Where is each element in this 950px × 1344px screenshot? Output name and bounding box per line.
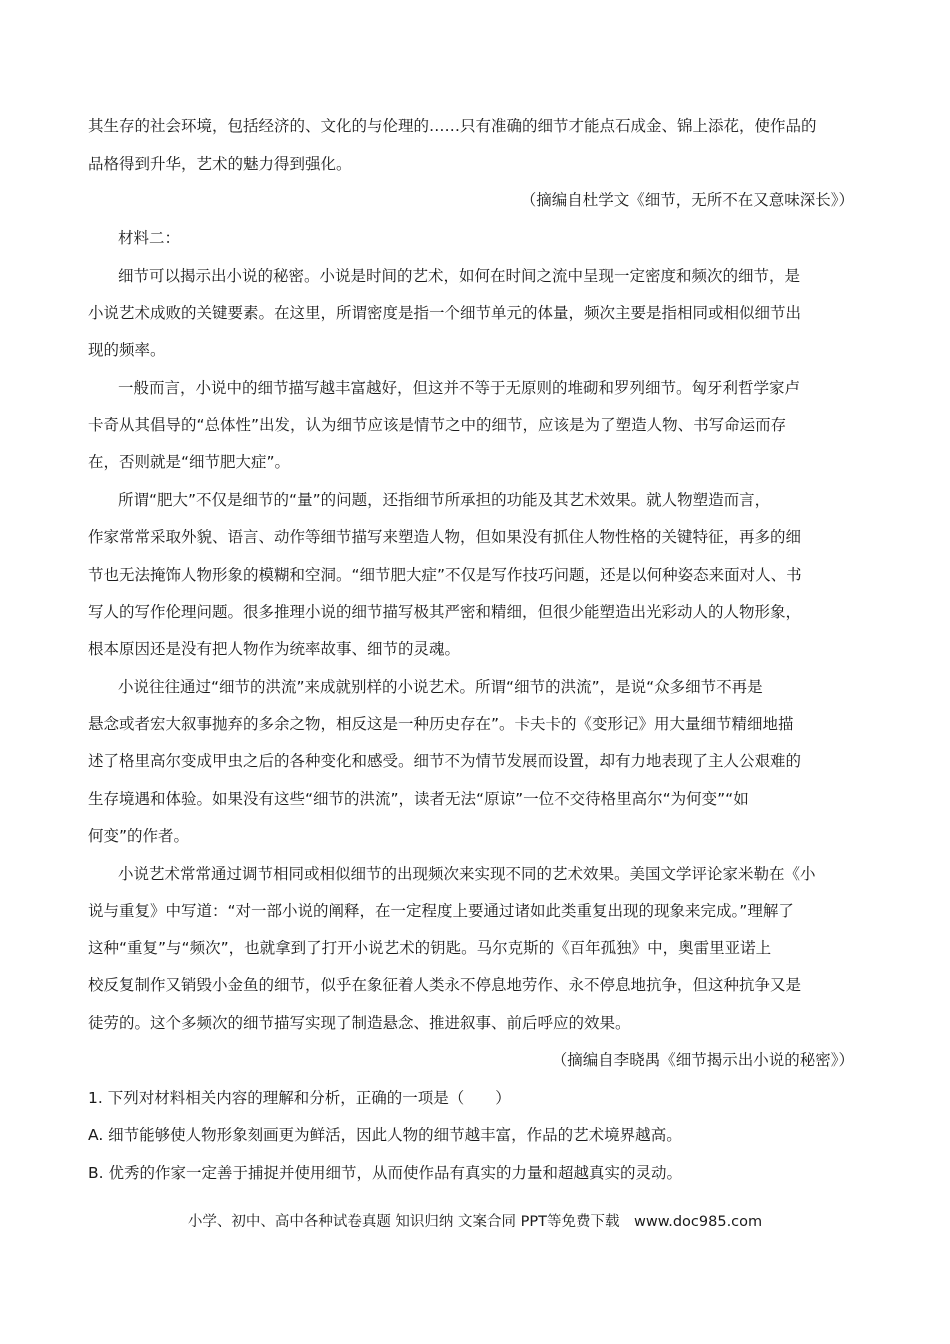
text-line: 品格得到升华，艺术的魅力得到强化。	[88, 155, 352, 173]
text-line: 根本原因还是没有把人物作为统率故事、细节的灵魂。	[88, 640, 461, 658]
text-line: 作家常常采取外貌、语言、动作等细节描写来塑造人物，但如果没有抓住人物性格的关键特征，再多的细	[88, 528, 802, 546]
question-stem: 1. 下列对材料相关内容的理解和分析，正确的一项是（ ）	[88, 1089, 511, 1107]
text-line: 写人的写作伦理问题。很多推理小说的细节描写极其严密和精细，但很少能塑造出光彩动人的人物形象，	[88, 603, 802, 621]
text-line: 在，否则就是“细节肥大症”。	[88, 453, 291, 471]
text-line: 这种“重复”与“频次”，也就拿到了打开小说艺术的钥匙。马尔克斯的《百年孤独》中，奥雷里亚诺上	[88, 939, 772, 957]
text-line: 生存境遇和体验。如果没有这些“细节的洪流”，读者无法“原谅”一位不交待格里高尔“为何变”“如	[88, 790, 749, 808]
source-citation: （摘编自李晓禺《细节揭示出小说的秘密》）	[551, 1051, 854, 1069]
text-line: 所谓“肥大”不仅是细节的“量”的问题，还指细节所承担的功能及其艺术效果。就人物塑造而言，	[118, 491, 771, 509]
answer-option-a: A. 细节能够使人物形象刻画更为鲜活，因此人物的细节越丰富，作品的艺术境界越高。	[88, 1126, 682, 1144]
text-line: 小说艺术常常通过调节相同或相似细节的出现频次来实现不同的艺术效果。美国文学评论家米勒在《小	[118, 865, 816, 883]
text-line: 述了格里高尔变成甲虫之后的各种变化和感受。细节不为情节发展而设置，却有力地表现了主人公艰难的	[88, 752, 802, 770]
text-line: 小说往往通过“细节的洪流”来成就别样的小说艺术。所谓“细节的洪流”，是说“众多细节不再是	[118, 678, 763, 696]
text-line: 小说艺术成败的关键要素。在这里，所谓密度是指一个细节单元的体量，频次主要是指相同或相似细节出	[88, 304, 802, 322]
section-heading: 材料二：	[118, 229, 181, 247]
text-line: 徒劳的。这个多频次的细节描写实现了制造悬念、推进叙事、前后呼应的效果。	[88, 1014, 631, 1032]
text-line: 说与重复》中写道：“对一部小说的阐释，在一定程度上要通过诸如此类重复出现的现象来完成。”理解了	[88, 902, 794, 920]
text-line: 一般而言，小说中的细节描写越丰富越好，但这并不等于无原则的堆砌和罗列细节。匈牙利哲学家卢	[118, 379, 801, 397]
source-citation: （摘编自杜学文《细节，无所不在又意味深长》）	[520, 191, 854, 209]
text-line: 节也无法掩饰人物形象的模糊和空洞。“细节肥大症”不仅是写作技巧问题，还是以何种姿态来面对人、书	[88, 566, 802, 584]
text-line: 其生存的社会环境，包括经济的、文化的与伦理的……只有准确的细节才能点石成金、锦上添花，使作品的	[88, 117, 817, 135]
text-line: 细节可以揭示出小说的秘密。小说是时间的艺术，如何在时间之流中呈现一定密度和频次的细节，是	[118, 267, 801, 285]
page-footer: 小学、初中、高中各种试卷真题 知识归纳 文案合同 PPT等免费下载 www.doc985.com	[187, 1214, 763, 1230]
text-line: 现的频率。	[88, 341, 166, 359]
text-line: 校反复制作又销毁小金鱼的细节，似乎在象征着人类永不停息地劳作、永不停息地抗争，但这种抗争又是	[88, 976, 802, 994]
text-line: 何变”的作者。	[88, 827, 190, 845]
answer-option-b: B. 优秀的作家一定善于捕捉并使用细节，从而使作品有真实的力量和超越真实的灵动。	[88, 1164, 682, 1182]
text-line: 悬念或者宏大叙事抛弃的多余之物，相反这是一种历史存在”。卡夫卡的《变形记》用大量细节精细地描	[88, 715, 794, 733]
text-line: 卡奇从其倡导的“总体性”出发，认为细节应该是情节之中的细节，应该是为了塑造人物、书写命运而存	[88, 416, 787, 434]
